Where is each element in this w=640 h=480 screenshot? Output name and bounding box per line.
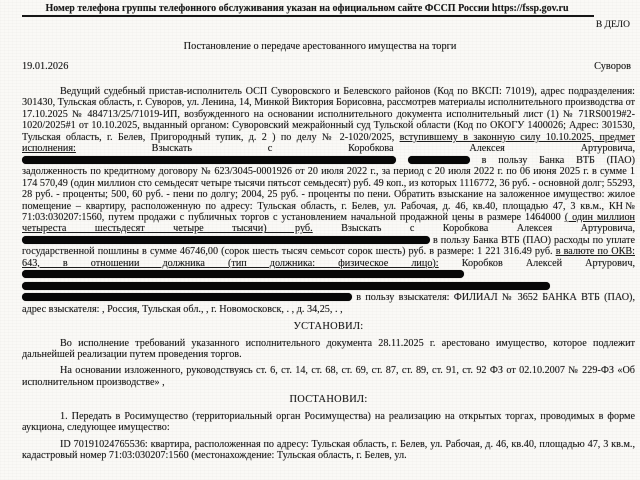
text-segment: в пользу взыскателя: ФИЛИАЛ № 3652 БАНКА ВТБ (ПАО), адрес взыскателя: , Россия, Тульская обл., , г. Новомосковск, . , д. 34,25, . ,	[22, 292, 635, 315]
header-rule	[22, 15, 594, 17]
text-segment: Взыскать с Коробкова Алексея Артуровича,	[75, 143, 635, 155]
redaction-bar-5	[22, 282, 550, 290]
redaction-bar-4	[22, 270, 464, 278]
heading-established: УСТАНОВИЛ:	[293, 321, 364, 333]
document-place: Суворов	[594, 61, 631, 72]
underlined-segment: ( один миллион четыреста шестьдесят четыре тысячи) руб.	[22, 211, 636, 235]
text-segment: Ведущий судебный пристав-исполнитель ОСП Суворовского и Белевского районов (Код по ВКСП: 71019), адрес подразделения: 301430, Тульская область, г. Суворов, ул. Ленина, 14, Минкой Виктория Борисовна, рассмотрев материалы исполнительного производства от 17.10.2025 № 484713/25/71019-ИП, возбужденного на основании исполнительного документа исполнительный лист (1) № 71RS0019#2-1020/2025#1 от 10.10.2025, выданный органом: Суворовский межрайонный суд Тульской области (Код по ОКОГУ 1400026; Адрес: 301530, Тульская область, г. Белев, Пригородный тупик, д. 2 ) по делу № 2-1020/2025,	[22, 86, 636, 143]
header-phone-notice: Номер телефона группы телефонного обслуживания указан на официальном сайте ФССП России https://fssp.gov.ru	[45, 3, 569, 14]
redaction-bar-1	[22, 156, 396, 164]
heading-resolved: ПОСТАНОВИЛ:	[289, 394, 368, 406]
redaction-bar-6	[22, 293, 352, 301]
underlined-segment: в валюте по ОКВ: 643, в отношении должника (тип должника: физическое лицо):	[22, 246, 635, 269]
text-segment: в пользу Банка ВТБ (ПАО) расходы по уплате государственной пошлины в сумме 46746,00 (сорок шесть тысяч семьсот сорок шесть) руб. в размере: 1 221 316.49 руб.	[22, 234, 635, 258]
redaction-bar-2	[408, 156, 470, 164]
paragraph-transfer-order: 1. Передать в Росимущество (территориальный орган Росимущества) на реализацию на открытых торгах, проводимых в форме аукциона, следующее имущество:	[22, 410, 635, 434]
text-segment: Коробков Алексей Артурович,	[438, 257, 635, 269]
paragraph-established: Во исполнение требований указанного исполнительного документа 28.11.2025 г. арестовано имущество, которое подлежит дальнейшей реализации путем проведения торгов.	[22, 337, 635, 360]
main-paragraph	[22, 86, 635, 315]
paragraph-legal-basis: На основании изложенного, руководствуясь ст. 6, ст. 14, ст. 68, ст. 69, ст. 87, ст. 89, ст. 91, ст. 92 ФЗ от 02.10.2007 № 229-ФЗ «Об исполнительном производстве» ,	[22, 365, 635, 388]
document-date: 19.01.2026	[22, 61, 69, 72]
date-place-row	[22, 61, 631, 72]
case-file-mark: В ДЕЛО	[595, 20, 630, 30]
underlined-segment: вступившему в законную силу 10.10.2025, предмет исполнения:	[22, 131, 635, 155]
paragraph-property-description: ID 70191024765536: квартира, расположенная по адресу: Тульская область, г. Белев, ул. Рабочая, д. 46, кв.40, площадью 47, 3 кв.м., кадастровый номер 71:03:030207:1560 (местонахождение: Тульская область, г. Белев, ул.	[22, 438, 635, 462]
text-segment: Взыскать с Коробкова Алексея Артуровича,	[312, 223, 636, 235]
text-segment: в пользу Банка ВТБ (ПАО) задолженность по кредитному договору № 623/3045-0001926 от 20 июля 2022 г., за период с 20 июля 2022 г. по 06 июня 2025 г. в сумме 1 174 570,49 (один миллион сто семьдесят четыре тысячи пятьсот семьдесят) руб. 49 коп., из которых 1116772, 36 руб. - основной долг; 55293, 28 руб. - проценты; 500, 60 руб. - пени по долгу; 2004, 25 руб. - проценты по пени. Обратить взыскание на заложенное имущество: жилое помещение – квартиру, расположенную по адресу: Тульская область, г. Белев, ул. Рабочая, д. 46, кв.40, площадью 47, 3 кв.м., КН№ 71:03:030207:1560, путем продажи с публичных торгов с установлением начальной продажной цены в размере 1464000	[22, 154, 636, 223]
document-title: Постановление о передаче арестованного имущества на торги	[183, 41, 457, 52]
document-body	[22, 86, 635, 462]
redaction-bar-3	[22, 236, 430, 244]
